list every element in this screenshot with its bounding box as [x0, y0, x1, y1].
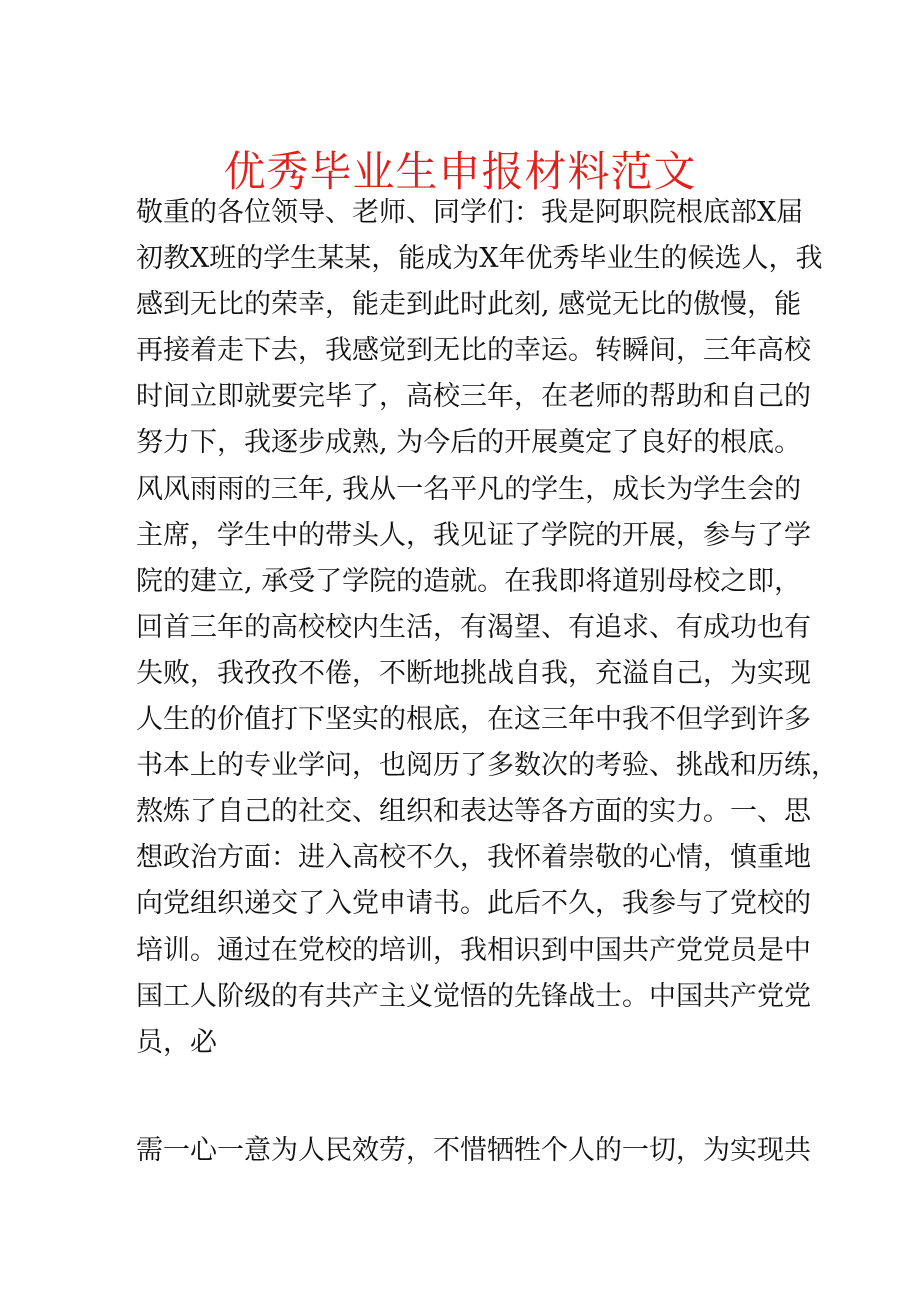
- text-line: 想政治方面：进入高校不久，我怀着崇敬的心情，慎重地: [136, 842, 811, 874]
- text-line: 主席，学生中的带头人，我见证了学院的开展，参与了学: [136, 519, 811, 551]
- paragraph-2: [136, 1128, 811, 1174]
- text-line: 风风雨雨的三年, 我从一名平凡的学生，成长为学生会的: [136, 473, 802, 505]
- text-line: 回首三年的高校校内生活，有渴望、有追求、有成功也有: [136, 611, 811, 643]
- text-line: 再接着走下去，我感觉到无比的幸运。转瞬间，三年高校: [136, 335, 811, 367]
- text-line: 需一心一意为人民效劳，不惜牺牲个人的一切，为实现共: [136, 1135, 811, 1166]
- text-line: 敬重的各位领导、老师、同学们：我是阿职院根底部X届: [136, 197, 804, 228]
- text-line: 院的建立, 承受了学院的造就。在我即将道别母校之即，: [136, 565, 802, 597]
- text-line: 初教X班的学生某某，能成为X年优秀毕业生的候选人，我: [136, 243, 823, 275]
- text-line: 培训。通过在党校的培训，我相识到中国共产党党员是中: [136, 934, 811, 966]
- text-line: 书本上的专业学问，也阅历了多数次的考验、挑战和历练，: [136, 750, 838, 782]
- text-line: 努力下，我逐步成熟, 为今后的开展奠定了良好的根底。: [136, 427, 802, 459]
- text-line: 员，必: [136, 1026, 217, 1058]
- text-line: 感到无比的荣幸，能走到此时此刻, 感觉无比的傲慢，能: [136, 289, 802, 321]
- text-line: 人生的价值打下坚实的根底，在这三年中我不但学到许多: [136, 704, 811, 736]
- paragraph-1: [136, 190, 838, 1066]
- text-line: 失败，我孜孜不倦，不断地挑战自我，充溢自己，为实现: [136, 657, 811, 689]
- text-line: 时间立即就要完毕了，高校三年，在老师的帮助和自己的: [136, 381, 811, 413]
- document-title: 优秀毕业生申报材料范文: [223, 147, 697, 196]
- text-line: 向党组织递交了入党申请书。此后不久，我参与了党校的: [136, 888, 811, 920]
- text-line: 国工人阶级的有共产主义觉悟的先锋战士。中国共产党党: [136, 980, 811, 1012]
- text-line: 熬炼了自己的社交、组织和表达等各方面的实力。一、思: [136, 796, 811, 828]
